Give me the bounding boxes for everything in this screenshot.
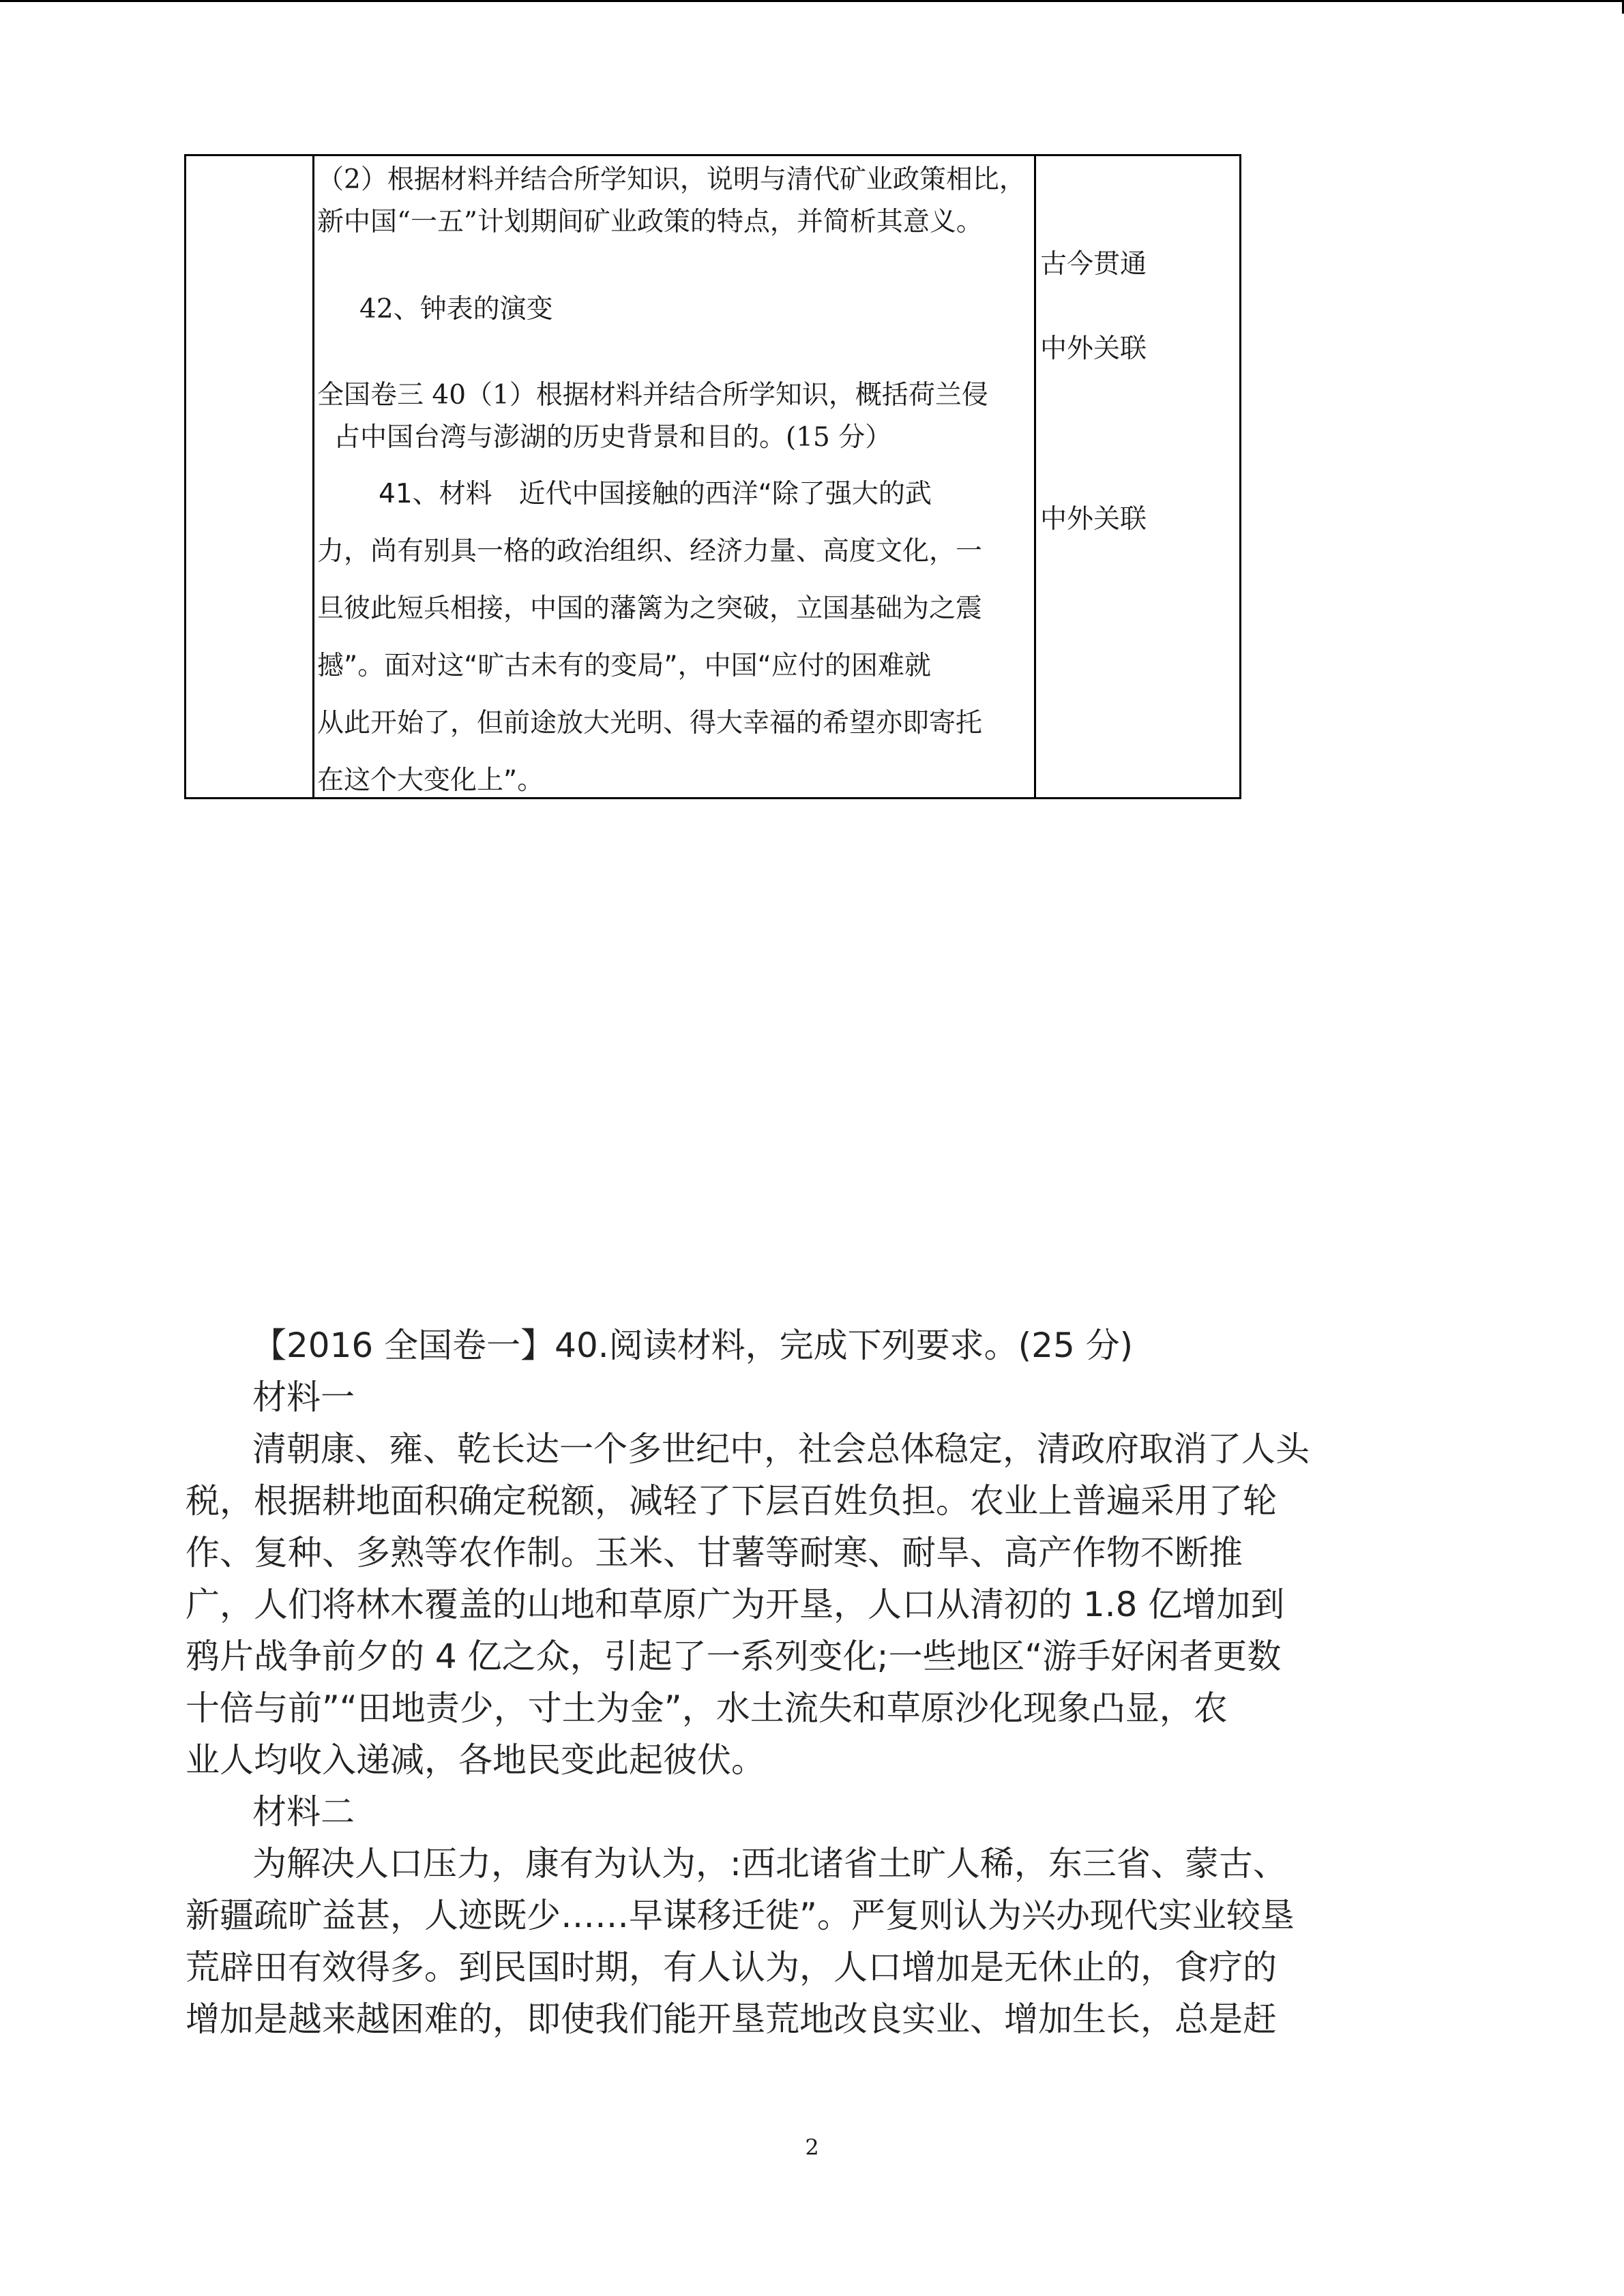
paragraph-line: 业人均收入递减，各地民变此起彼伏。 bbox=[186, 1740, 765, 1780]
question-heading: 【2016 全国卷一】40.阅读材料，完成下列要求。(25 分) bbox=[252, 1326, 1134, 1365]
material-line: 在这个大变化上”。 bbox=[317, 765, 544, 796]
table-column-divider bbox=[1034, 156, 1036, 797]
page-top-border bbox=[0, 0, 1624, 2]
national-question-line: 占中国台湾与澎湖的历史背景和目的。(15 分） bbox=[334, 422, 892, 453]
paragraph-line: 作、复种、多熟等农作制。玉米、甘薯等耐寒、耐旱、高产作物不断推 bbox=[186, 1533, 1243, 1572]
paragraph-line: 十倍与前”“田地责少，寸土为金”，水土流失和草原沙化现象凸显，农 bbox=[186, 1688, 1228, 1728]
category-tag: 中外关联 bbox=[1040, 504, 1147, 535]
category-tag: 古今贯通 bbox=[1040, 249, 1147, 280]
exam-question-body bbox=[186, 1320, 1441, 2045]
material-line: 41、材料 近代中国接触的西洋“除了强大的武 bbox=[379, 479, 932, 509]
national-question-line: 全国卷三 40（1）根据材料并结合所学知识，概括荷兰侵 bbox=[317, 380, 988, 411]
paragraph-line: 荒辟田有效得多。到民国时期，有人认为，人口增加是无休止的，食疗的 bbox=[186, 1948, 1277, 1987]
question-41-material bbox=[317, 466, 1032, 809]
question-42-title: 42、钟表的演变 bbox=[359, 294, 553, 325]
question-2-text: （2）根据材料并结合所学知识，说明与清代矿业政策相比，新中国“一五”计划期间矿业政策的特点，并简析其意义。 bbox=[317, 164, 1026, 237]
page-number: 2 bbox=[805, 2134, 819, 2160]
national-paper-question bbox=[317, 374, 1032, 459]
table-column-divider bbox=[312, 156, 314, 797]
question-table bbox=[184, 154, 1241, 799]
material-label: 材料二 bbox=[252, 1792, 355, 1832]
paragraph-line: 新疆疏旷益甚，人迹既少……早谋移迁徙”。严复则认为兴办现代实业较垦 bbox=[186, 1896, 1295, 1935]
paragraph-line: 为解决人口压力，康有为认为，:西北诸省土旷人稀，东三省、蒙古、 bbox=[252, 1844, 1287, 1883]
paragraph-line: 清朝康、雍、乾长达一个多世纪中，社会总体稳定，清政府取消了人头 bbox=[252, 1429, 1310, 1469]
paragraph-line: 鸦片战争前夕的 4 亿之众，引起了一系列变化;一些地区“游手好闲者更数 bbox=[186, 1637, 1282, 1676]
category-tag: 中外关联 bbox=[1040, 333, 1147, 364]
paragraph-line: 广，人们将林木覆盖的山地和草原广为开垦，人口从清初的 1.8 亿增加到 bbox=[186, 1585, 1285, 1624]
material-line: 从此开始了，但前途放大光明、得大幸福的希望亦即寄托 bbox=[317, 708, 983, 739]
paragraph-line: 增加是越来越困难的，即使我们能开垦荒地改良实业、增加生长，总是赶 bbox=[186, 1999, 1277, 2039]
material-line: 力，尚有别具一格的政治组织、经济力量、高度文化，一 bbox=[317, 536, 983, 567]
paragraph-line: 税，根据耕地面积确定税额，减轻了下层百姓负担。农业上普遍采用了轮 bbox=[186, 1481, 1277, 1521]
material-line: 旦彼此短兵相接，中国的藩篱为之突破，立国基础为之震 bbox=[317, 593, 983, 624]
material-label: 材料一 bbox=[252, 1377, 355, 1417]
material-line: 撼”。面对这“旷古未有的变局”，中国“应付的困难就 bbox=[317, 651, 931, 681]
